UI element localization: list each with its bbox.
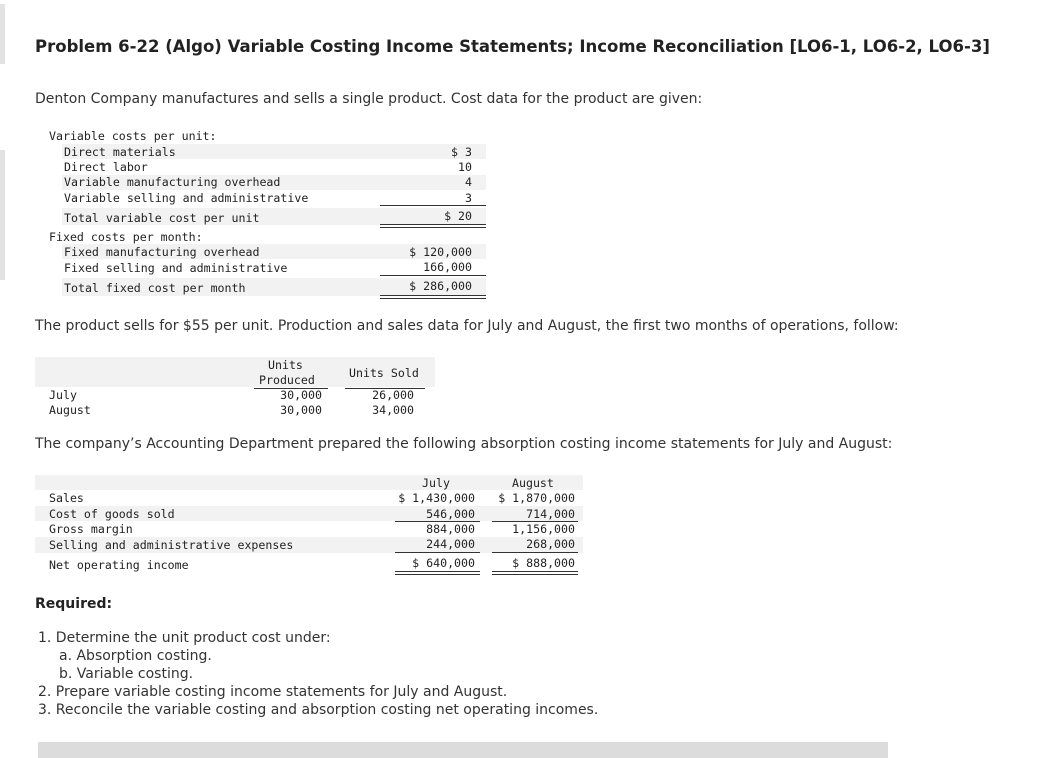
required-heading: Required: xyxy=(35,596,113,612)
noi-july-value: $ 640,000 xyxy=(412,556,475,570)
sales-august-value: $ 1,870,000 xyxy=(498,491,575,505)
month-label-august: August xyxy=(49,403,91,417)
answer-area-bar xyxy=(38,742,888,758)
problem-title: Problem 6-22 (Algo) Variable Costing Income Statements; Income Reconciliation [LO6-1, LO6-2, LO6-3] xyxy=(35,37,990,56)
units-sold-header: Units Sold xyxy=(349,366,419,380)
subtotal-underline xyxy=(380,275,486,276)
absorption-paragraph: The company’s Accounting Department prepared the following absorption costing income statements for July and August: xyxy=(35,436,893,452)
noi-label: Net operating income xyxy=(49,558,189,572)
noi-august-value: $ 888,000 xyxy=(512,556,575,570)
required-item-1: 1. Determine the unit product cost under: xyxy=(38,630,331,646)
units-produced-header-line1: Units xyxy=(268,358,303,372)
total-double-underline xyxy=(380,224,486,228)
row-shade xyxy=(35,475,583,490)
variable-mfg-overhead-label: Variable manufacturing overhead xyxy=(64,175,281,189)
sales-july-value: $ 1,430,000 xyxy=(398,491,475,505)
direct-labor-label: Direct labor xyxy=(64,160,148,174)
july-produced-value: 30,000 xyxy=(280,388,322,402)
fixed-mfg-overhead-value: $ 120,000 xyxy=(409,245,472,259)
required-item-2: 2. Prepare variable costing income statements for July and August. xyxy=(38,684,508,700)
direct-materials-label: Direct materials xyxy=(64,145,176,159)
cogs-label: Cost of goods sold xyxy=(49,507,175,521)
month-label-july: July xyxy=(49,388,77,402)
total-fixed-label: Total fixed cost per month xyxy=(64,281,246,295)
required-item-1a: a. Absorption costing. xyxy=(59,648,212,664)
august-produced-value: 30,000 xyxy=(280,403,322,417)
subtotal-underline xyxy=(380,205,486,206)
cogs-july-value: 546,000 xyxy=(426,507,475,521)
subtotal-underline xyxy=(395,552,480,553)
gross-margin-august-value: 1,156,000 xyxy=(512,522,575,536)
august-column-header: August xyxy=(512,476,554,490)
sales-paragraph: The product sells for $55 per unit. Production and sales data for July and August, the first two months of operations, follow: xyxy=(35,318,899,334)
left-border-strip-top xyxy=(0,4,5,64)
fixed-mfg-overhead-label: Fixed manufacturing overhead xyxy=(64,245,260,259)
july-sold-value: 26,000 xyxy=(372,388,414,402)
subtotal-underline xyxy=(492,552,578,553)
total-variable-label: Total variable cost per unit xyxy=(64,211,260,225)
left-border-strip-middle xyxy=(0,150,5,280)
sales-label: Sales xyxy=(49,491,84,505)
cogs-august-value: 714,000 xyxy=(526,507,575,521)
variable-costs-header: Variable costs per unit: xyxy=(49,129,217,143)
total-variable-value: $ 20 xyxy=(444,209,472,223)
gross-margin-july-value: 884,000 xyxy=(426,522,475,536)
intro-paragraph: Denton Company manufactures and sells a single product. Cost data for the product are given: xyxy=(35,91,703,107)
total-double-underline xyxy=(492,571,578,575)
sga-august-value: 268,000 xyxy=(526,537,575,551)
units-produced-header-line2: Produced xyxy=(259,373,315,387)
fixed-costs-header: Fixed costs per month: xyxy=(49,230,203,244)
variable-mfg-overhead-value: 4 xyxy=(465,175,472,189)
july-column-header: July xyxy=(422,476,450,490)
sga-july-value: 244,000 xyxy=(426,537,475,551)
sga-label: Selling and administrative expenses xyxy=(49,538,294,552)
direct-materials-value: $ 3 xyxy=(451,145,472,159)
total-double-underline xyxy=(380,295,486,299)
fixed-sga-value: 166,000 xyxy=(423,260,472,274)
total-fixed-value: $ 286,000 xyxy=(409,279,472,293)
august-sold-value: 34,000 xyxy=(372,403,414,417)
required-item-1b: b. Variable costing. xyxy=(59,666,194,682)
fixed-sga-label: Fixed selling and administrative xyxy=(64,261,288,275)
variable-sga-value: 3 xyxy=(465,191,472,205)
required-item-3: 3. Reconcile the variable costing and absorption costing net operating incomes. xyxy=(38,702,599,718)
gross-margin-label: Gross margin xyxy=(49,522,133,536)
direct-labor-value: 10 xyxy=(458,160,472,174)
total-double-underline xyxy=(395,571,480,575)
variable-sga-label: Variable selling and administrative xyxy=(64,191,309,205)
